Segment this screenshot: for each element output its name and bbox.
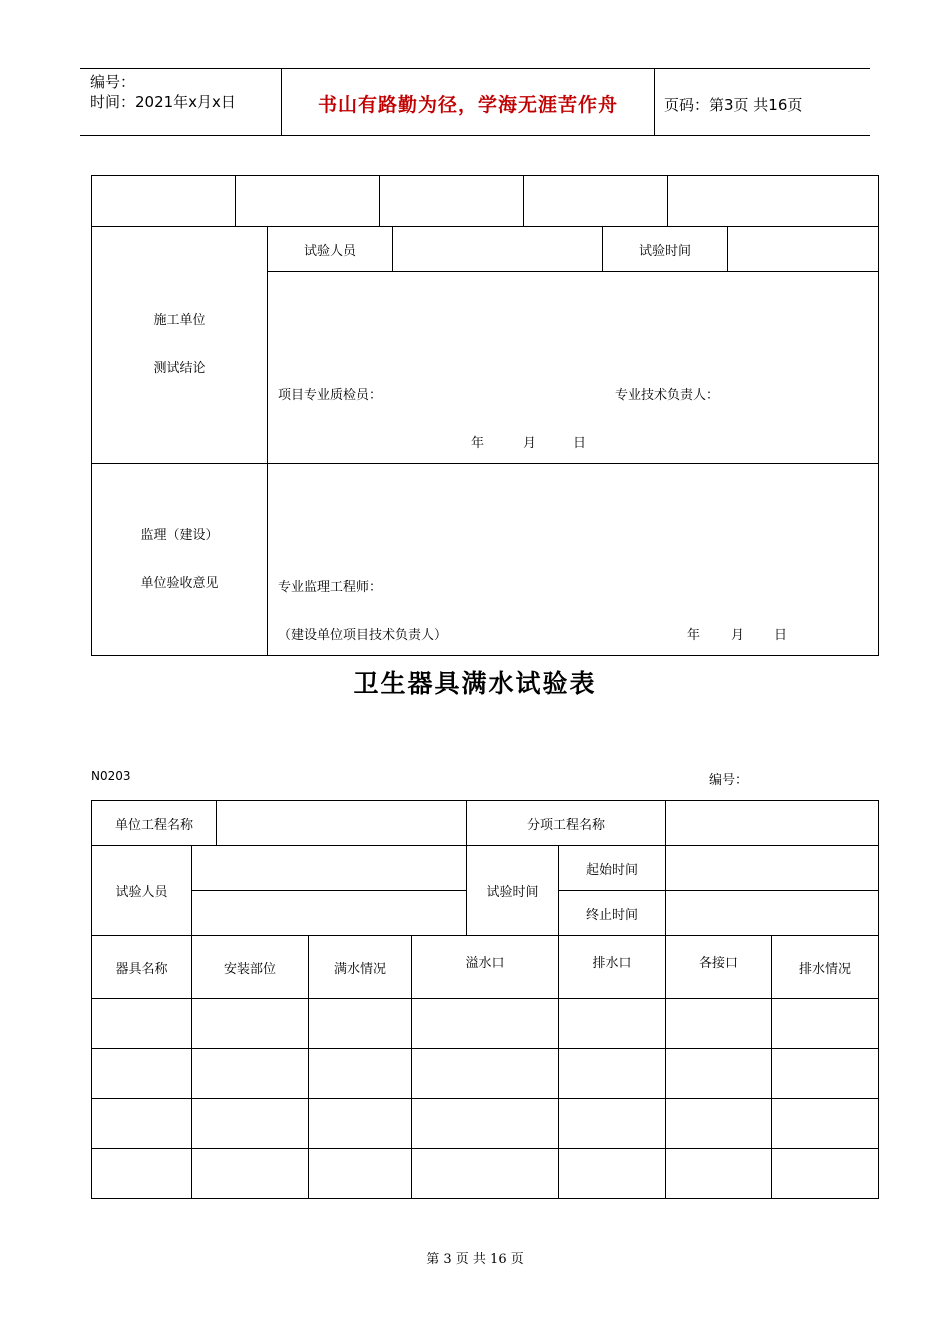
qc-inspector-label: 项目专业质检员： — [278, 388, 383, 403]
table-cell[interactable] — [666, 1149, 772, 1199]
header-info — [90, 72, 236, 112]
col-header-drain-outlet — [559, 936, 666, 999]
table-cell[interactable] — [559, 1049, 666, 1099]
page-footer: 第 3 页 共 16 页 — [426, 1252, 524, 1267]
header-number-label: 编号： — [90, 73, 136, 91]
table-cell[interactable] — [772, 1049, 879, 1099]
form-number-label: 编号： — [709, 773, 749, 788]
table-cell[interactable] — [192, 1099, 309, 1149]
column-header-row — [92, 936, 879, 999]
col-header-label: 器具名称 — [115, 961, 168, 977]
construction-unit-label: 施工单位 — [153, 313, 206, 328]
table-cell[interactable] — [412, 1099, 559, 1149]
col-header-fill-status — [309, 936, 412, 999]
tester-value-cell-2[interactable] — [192, 891, 467, 936]
conclusion-date-day: 日 — [573, 436, 587, 451]
table-cell[interactable] — [666, 1099, 772, 1149]
supervision-body-cell[interactable] — [268, 464, 879, 656]
header-bottom-rule — [80, 135, 870, 136]
start-time-label: 起始时间 — [586, 862, 639, 878]
supervision-row — [92, 464, 879, 656]
test-time-label-cell — [467, 846, 559, 936]
table-cell[interactable] — [309, 1149, 412, 1199]
table-row — [92, 1049, 879, 1099]
unit-project-label: 单位工程名称 — [115, 817, 194, 833]
header-divider-right — [654, 68, 655, 135]
start-time-value-cell[interactable] — [666, 846, 879, 891]
col-header-label: 排水口 — [592, 956, 632, 971]
supervision-engineer-label: 专业监理工程师： — [278, 580, 383, 595]
supervision-label-line1: 监理（建设） — [140, 527, 219, 543]
project-name-row — [92, 801, 879, 846]
tester-label: 试验人员 — [303, 243, 356, 259]
tester-value-cell-1[interactable] — [192, 846, 467, 891]
conclusion-date-month: 月 — [523, 436, 537, 451]
table-cell[interactable] — [309, 1049, 412, 1099]
top-cell — [668, 176, 878, 226]
table-cell[interactable] — [559, 1149, 666, 1199]
table-cell[interactable] — [92, 1099, 192, 1149]
test-time-value-cell[interactable] — [728, 227, 879, 272]
supervision-date-day: 日 — [774, 628, 788, 643]
top-cell — [92, 176, 236, 226]
col-header-label: 安装部位 — [224, 961, 277, 977]
table-cell[interactable] — [772, 1149, 879, 1199]
table-row — [92, 1149, 879, 1199]
top-cell — [380, 176, 524, 226]
test-time-label-cell — [603, 227, 728, 272]
tech-lead-label: 专业技术负责人： — [615, 388, 720, 403]
table-cell[interactable] — [192, 1149, 309, 1199]
sub-project-label: 分项工程名称 — [527, 817, 606, 833]
top-cell — [236, 176, 380, 226]
header-divider-left — [281, 68, 282, 135]
table-cell[interactable] — [772, 1099, 879, 1149]
conclusion-table-top-row — [92, 176, 879, 227]
conclusion-table — [91, 175, 879, 656]
col-header-install-location — [192, 936, 309, 999]
tester-row — [92, 227, 879, 272]
test-time-label: 试验时间 — [638, 243, 691, 259]
table-cell[interactable] — [412, 1049, 559, 1099]
form-title: 卫生器具满水试验表 — [353, 669, 597, 698]
tester-value-cell[interactable] — [393, 227, 603, 272]
table-cell[interactable] — [666, 999, 772, 1049]
end-time-value-cell[interactable] — [666, 891, 879, 936]
col-header-overflow — [412, 936, 559, 999]
supervision-label-line2: 单位验收意见 — [140, 575, 219, 591]
test-info-row-1 — [92, 846, 879, 891]
tester-label: 试验人员 — [115, 885, 168, 900]
table-cell[interactable] — [412, 999, 559, 1049]
construction-unit-cell — [92, 227, 268, 464]
tester-label-cell — [268, 227, 393, 272]
col-header-label: 各接口 — [699, 956, 739, 971]
col-header-label: 满水情况 — [334, 961, 387, 977]
form-code: N0203 — [91, 769, 131, 783]
header-page-label: 页码：第3页 共16页 — [664, 96, 803, 114]
sub-project-label-cell — [467, 801, 666, 846]
header-motto: 书山有路勤为径，学海无涯苦作舟 — [317, 94, 618, 116]
unit-project-value-cell[interactable] — [217, 801, 467, 846]
test-time-label: 试验时间 — [486, 885, 539, 900]
header-top-rule — [80, 68, 870, 69]
table-cell[interactable] — [559, 1099, 666, 1149]
table-cell[interactable] — [192, 999, 309, 1049]
supervision-date-month: 月 — [731, 628, 745, 643]
table-cell[interactable] — [309, 1099, 412, 1149]
supervision-date-year: 年 — [687, 628, 701, 643]
conclusion-body-cell[interactable] — [268, 272, 879, 464]
end-time-label-cell — [559, 891, 666, 936]
header-time-label: 时间：2021年x月x日 — [90, 93, 236, 111]
end-time-label: 终止时间 — [586, 907, 639, 923]
table-cell[interactable] — [92, 1049, 192, 1099]
col-header-label: 溢水口 — [465, 956, 505, 971]
table-cell[interactable] — [412, 1149, 559, 1199]
tester-label-cell — [92, 846, 192, 936]
owner-tech-lead-label: （建设单位项目技术负责人） — [278, 628, 448, 643]
test-conclusion-label: 测试结论 — [153, 361, 206, 376]
table-row — [92, 999, 879, 1049]
col-header-label: 排水情况 — [799, 961, 852, 977]
table-cell[interactable] — [772, 999, 879, 1049]
water-test-table — [91, 800, 879, 1199]
table-row — [92, 1099, 879, 1149]
supervision-label-cell — [92, 464, 268, 656]
col-header-fixture-name — [92, 936, 192, 999]
conclusion-date-year: 年 — [471, 436, 485, 451]
top-row-cells — [92, 176, 878, 226]
start-time-label-cell — [559, 846, 666, 891]
table-cell[interactable] — [309, 999, 412, 1049]
top-cell — [524, 176, 668, 226]
table-cell[interactable] — [92, 999, 192, 1049]
col-header-drain-status — [772, 936, 879, 999]
table-cell[interactable] — [92, 1149, 192, 1199]
sub-project-value-cell[interactable] — [666, 801, 879, 846]
col-header-joints — [666, 936, 772, 999]
unit-project-label-cell — [92, 801, 217, 846]
table-cell[interactable] — [666, 1049, 772, 1099]
table-cell[interactable] — [559, 999, 666, 1049]
table-cell[interactable] — [192, 1049, 309, 1099]
